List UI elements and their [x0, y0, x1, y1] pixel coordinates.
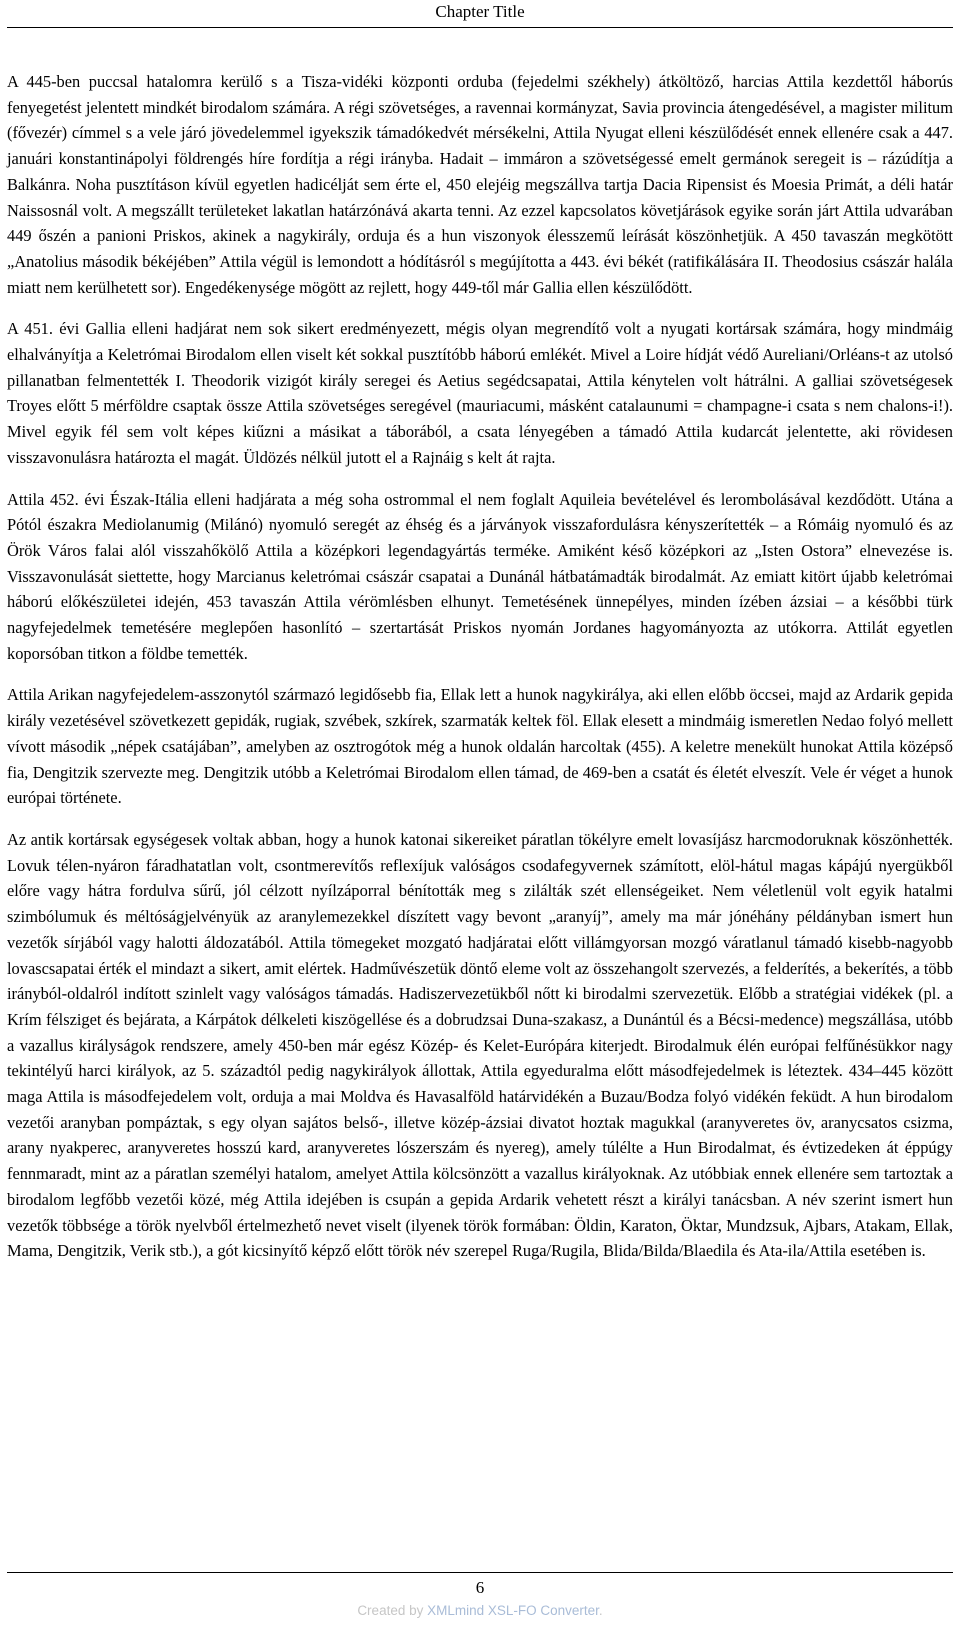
- paragraph-hun-succession: Attila Arikan nagyfejedelem-asszonytól származó legidősebb fia, Ellak lett a hunok nagykirálya, aki ellen előbb öccsei, majd az Ardarik gepida király vezetésével szövetkezett gepidák, rugiak, szvébek, szkírek, szarmaták keltek föl. Ellak elesett a mindmáig ismeretlen Nedao folyó mellett vívott második „népek csatájában”, amelyben az osztrogótok még a hunok oldalán harcoltak (455). A keletre menekült hunokat Attila középső fia, Dengitzik szervezte meg. Dengitzik utóbb a Keletrómai Birodalom ellen támad, de 469-ben a csatát és életét elveszít. Vele ér véget a hunok európai története.: [7, 685, 953, 808]
- chapter-title: Chapter Title: [435, 2, 525, 21]
- page-number: 6: [475, 1578, 485, 1597]
- paragraph-attila-rise: A 445-ben puccsal hatalomra kerülő s a Tisza-vidéki központi orduba (fejedelmi székhely) átköltöző, harcias Attila kezdettől háborús fenyegetést jelentett mindkét birodalom számára. A régi szövetséges, a ravennai kormányzat, Savia provincia átengedésével, a magister militum (fővezér) címmel s a vele járó jövedelemmel igyekszik támadókedvét mérsékelni, Attila Nyugat elleni készülődését ennek ellenére csak a 447. januári konstantinápolyi földrengés híre fordítja a régi irányba. Hadait – immáron a szövetségessé emelt germánok seregeit is – rázúdítja a Balkánra. Noha pusztításon kívül egyetlen hadicélját sem érte el, 450 elejéig megszállva tartja Dacia Ripensist és Moesia Primát, a déli határ Naissosnál volt. A megszállt területeket lakatlan határzónává akarta tenni. Az ezzel kapcsolatos követjárások egyike során járt Attila udvarában 449 őszén a panioni Priskos, akinek a nagykirály, orduja és a hun viszonyok élesszemű leírását köszönhetjük. A 450 tavaszán megkötött „Anatolius második békéjében” Attila végül is lemondott a hódításról s megújította a 443. évi békét (ratifikálására II. Theodosius császár halála miatt nem kerülhetett sor). Engedékenysége mögött az rejlett, hogy 449-től már Gallia ellen készülődött.: [7, 72, 953, 297]
- converter-suffix: .: [598, 1603, 603, 1618]
- footer-divider: [7, 1572, 953, 1573]
- page-body: [7, 69, 953, 1280]
- page-header: [0, 0, 960, 27]
- paragraph-hun-warfare: Az antik kortársak egységesek voltak abban, hogy a hunok katonai sikereiket páratlan tökélyre emelt lovasíjász harcmodoruknak köszönhették. Lovuk télen-nyáron fáradhatatlan volt, csontmerevítős reflexíjuk valóságos csodafegyvernek számított, elöl-hátul magas kápájú nyergükből előre vagy hátra fordulva sűrű, jól célzott nyílzáporral bénították meg s zilálták szét ellenségeiket. Nem véletlenül volt egyik hatalmi szimbólumuk és méltóságjelvényük az aranylemezekkel díszített vagy bevont „aranyíj”, amely ma már jónéhány példányban ismert hun vezetők sírjából vagy halotti áldozatából. Attila tömegeket mozgató hadjáratai előtt villámgyorsan mozgó váratlanul támadó kisebb-nagyobb lovascsapatai érték el mindazt a sikert, amit elértek. Hadművészetük döntő eleme volt az összehangolt szervezés, a felderítés, a bekerítés, a több irányból-oldalról indított szinlelt vagy valóságos támadás. Hadiszervezetükből nőtt ki birodalmi szervezetük. Előbb a stratégiai vidékek (pl. a Krím félsziget és bejárata, a Kárpátok délkeleti kiszögellése és a dobrudzsai Duna-szakasz, a Dunántúl és a Bécsi-medence) megszállása, utóbb a vazallus királyságok rendszere, amely 450-ben már egész Közép- és Kelet-Európára kiterjedt. Birodalmuk élén európai felfűnésükkor nagy tekintélyű harci királyok, az 5. századtól pedig nagykirályok állottak, Attila egyeduralma előtt másodfejedelmek is léteztek. 434–445 között maga Attila is másodfejedelem volt, orduja a mai Moldva és Havasalföld határvidékén a Buzau/Bodza folyó vidékén feküdt. A hun birodalom vezetői aranyban pompáztak, s egy olyan sajátos belső-, illetve közép-ázsiai divatot hoztak magukkal (aranyveretes öv, aranycsatos csizma, arany nyakperec, aranyveretes hosszú kard, aranyveretes lószerszám és nyereg), amely túlélte a Hun Birodalmat, és évtizedeken át éppúgy fennmaradt, mint az a páratlan személyi hatalom, amelyet Attila kölcsönzött a vazallus királyoknak. Az utóbbiak ennek ellenére sem tartoztak a birodalom legfőbb vezetői közé, még Attila idejében is csupán a gepida Ardarik vehetett részt a királyi tanácsban. A név szerint ismert hun vezetők többsége a török nyelvből értelmezhető nevet viselt (ilyenek török formában: Öldin, Karaton, Öktar, Mundzsuk, Ajbars, Atakam, Ellak, Mama, Dengitzik, Verik stb.), a gót kicsinyítő képző előtt török név szerepel Ruga/Rugila, Blida/Bilda/Blaedila és Ata-ila/Attila esetében is.: [7, 829, 953, 1261]
- converter-brand: XMLmind XSL-FO Converter: [427, 1603, 599, 1618]
- header-divider: [7, 27, 953, 28]
- paragraph-italia-campaign: Attila 452. évi Észak-Itália elleni hadjárata a még soha ostrommal el nem foglalt Aquileia bevételével és lerombolásával kezdődött. Utána a Pótól északra Mediolanumig (Milánó) nyomuló seregét az éhség és a járványok visszafordulásra kényszerítették – a Rómáig nyomuló és az Örök Város falai alól visszahőkölő Attila a középkori legendagyártás terméke. Amiként késő középkori az „Isten Ostora” elnevezése is. Visszavonulását siettette, hogy Marcianus keletrómai császár csapatai a Dunánál hátbatámadták birodalmát. Az emiatt kitört újabb keletrómai háború előkészületei idején, 453 tavaszán Attila vérömlésben elhunyt. Temetésének ünnepélyes, minden ízében ázsiai – a későbbi türk nagyfejedelmek temetésére meglepően hasonlító – szertartását Priskos nyomán Jordanes hagyományozta az utókorra. Attilát egyetlen koporsóban titkon a földbe temették.: [7, 489, 953, 663]
- converter-prefix: Created by: [357, 1603, 428, 1618]
- paragraph-gallia-campaign: A 451. évi Gallia elleni hadjárat nem sok sikert eredményezett, mégis olyan megrendítő volt a nyugati kortársak számára, hogy mindmáig elhalványítja a Keletrómai Birodalom ellen viselt két sokkal pusztítóbb háború emlékét. Mivel a Loire hídját védő Aureliani/Orléans-t az utolsó pillanatban felmentették I. Theodorik vizigót király seregei és Aetius segédcsapatai, Attila kénytelen volt hátrálni. A galliai szövetségesek Troyes előtt 5 mérföldre csaptak össze Attila szövetséges seregével (mauriacumi, másként catalaunumi = champagne-i csata s nem chalons-i!). Mivel egyik fél sem volt képes kiűzni a másikat a táborából, a csata lényegében a támadó Attila kudarcát jelentette, aki rövidesen visszavonulásra határozta el magát. Üldözés nélkül jutott el a Rajnáig s kelt át rajta.: [7, 319, 953, 467]
- converter-credit: [0, 1601, 960, 1621]
